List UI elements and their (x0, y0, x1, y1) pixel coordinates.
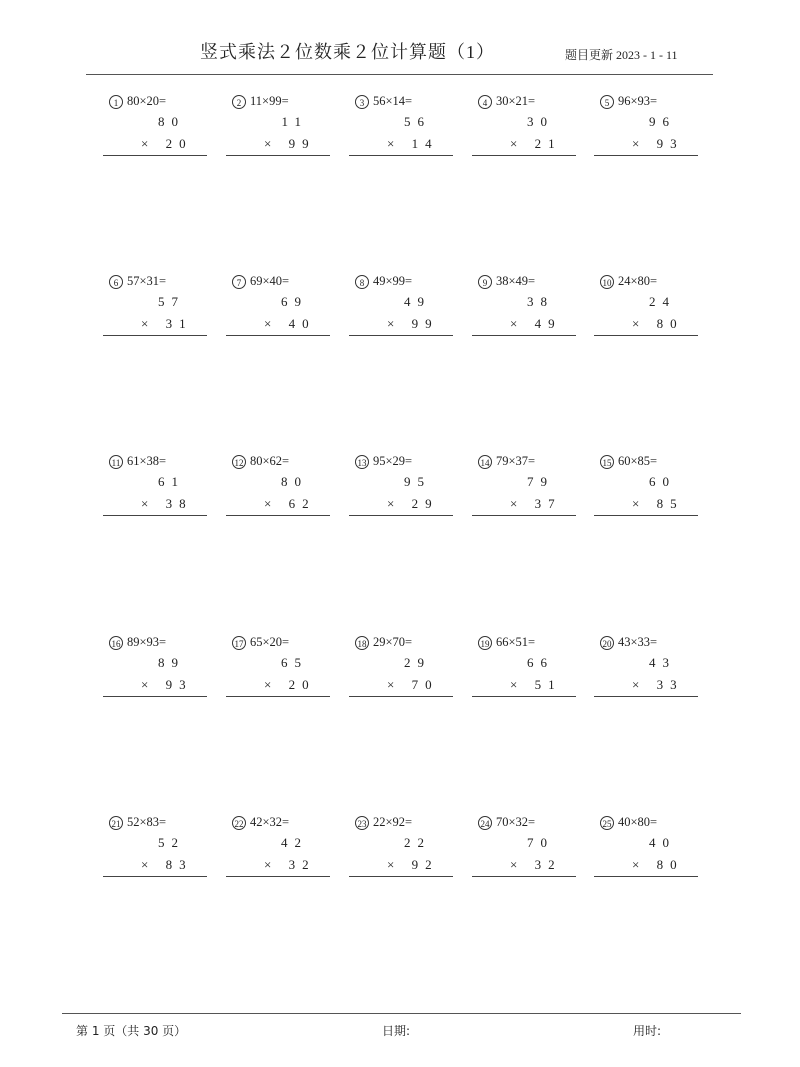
problem-equation (355, 92, 412, 110)
multiplier: × 29 (387, 496, 439, 511)
problem-1 (103, 92, 207, 162)
multiplier: × 93 (141, 677, 193, 692)
equation-text: 56×14= (373, 94, 413, 108)
circled-number: 12 (232, 455, 246, 469)
multiplicand: 11 (281, 114, 308, 129)
circled-number: 5 (600, 95, 614, 109)
answer-line (349, 155, 453, 156)
answer-line (103, 696, 207, 697)
equation-text: 69×40= (250, 274, 290, 288)
circled-number: 9 (478, 275, 492, 289)
problem-21 (103, 813, 207, 883)
answer-line (472, 155, 576, 156)
answer-line (472, 515, 576, 516)
circled-number: 3 (355, 95, 369, 109)
problem-equation (355, 633, 412, 651)
problem-17 (226, 633, 330, 703)
multiplicand: 57 (158, 294, 185, 309)
multiplicand: 49 (404, 294, 431, 309)
equation-text: 49×99= (373, 274, 413, 288)
equation-text: 24×80= (618, 274, 658, 288)
problem-23 (349, 813, 453, 883)
multiplier: × 38 (141, 496, 193, 511)
problem-equation (109, 452, 166, 470)
circled-number: 14 (478, 455, 492, 469)
equation-text: 70×32= (496, 815, 536, 829)
problem-equation (478, 92, 535, 110)
answer-line (594, 155, 698, 156)
answer-line (594, 696, 698, 697)
equation-text: 60×85= (618, 454, 658, 468)
equation-text: 29×70= (373, 635, 413, 649)
multiplier: × 80 (632, 857, 684, 872)
answer-line (349, 696, 453, 697)
problem-equation (109, 813, 166, 831)
problem-16 (103, 633, 207, 703)
problem-20 (594, 633, 698, 703)
footer-divider (62, 1013, 741, 1014)
multiplicand: 96 (649, 114, 676, 129)
problem-equation (478, 452, 535, 470)
problem-22 (226, 813, 330, 883)
multiplicand: 38 (527, 294, 554, 309)
problem-equation (355, 813, 412, 831)
problem-10 (594, 272, 698, 342)
answer-line (103, 515, 207, 516)
problem-equation (232, 813, 289, 831)
problem-14 (472, 452, 576, 522)
equation-text: 65×20= (250, 635, 290, 649)
multiplier: × 70 (387, 677, 439, 692)
multiplicand: 69 (281, 294, 308, 309)
answer-line (226, 876, 330, 877)
multiplier: × 85 (632, 496, 684, 511)
problem-2 (226, 92, 330, 162)
multiplicand: 52 (158, 835, 185, 850)
equation-text: 80×62= (250, 454, 290, 468)
problem-12 (226, 452, 330, 522)
problem-equation (600, 452, 657, 470)
problem-3 (349, 92, 453, 162)
problem-equation (109, 92, 166, 110)
answer-line (349, 335, 453, 336)
circled-number: 23 (355, 816, 369, 830)
problem-equation (600, 92, 657, 110)
problem-13 (349, 452, 453, 522)
equation-text: 95×29= (373, 454, 413, 468)
equation-text: 57×31= (127, 274, 167, 288)
answer-line (594, 515, 698, 516)
circled-number: 18 (355, 636, 369, 650)
multiplier: × 40 (264, 316, 316, 331)
equation-text: 96×93= (618, 94, 658, 108)
circled-number: 13 (355, 455, 369, 469)
equation-text: 42×32= (250, 815, 290, 829)
circled-number: 22 (232, 816, 246, 830)
answer-line (226, 515, 330, 516)
problem-8 (349, 272, 453, 342)
page-number: 第 1 页（共 30 页） (76, 1024, 187, 1038)
circled-number: 2 (232, 95, 246, 109)
multiplier: × 14 (387, 136, 439, 151)
answer-line (103, 155, 207, 156)
equation-text: 89×93= (127, 635, 167, 649)
multiplier: × 33 (632, 677, 684, 692)
multiplier: × 20 (141, 136, 193, 151)
circled-number: 17 (232, 636, 246, 650)
problem-9 (472, 272, 576, 342)
equation-text: 80×20= (127, 94, 167, 108)
multiplicand: 43 (649, 655, 676, 670)
problem-15 (594, 452, 698, 522)
equation-text: 11×99= (250, 94, 289, 108)
answer-line (472, 696, 576, 697)
multiplicand: 22 (404, 835, 431, 850)
circled-number: 25 (600, 816, 614, 830)
circled-number: 15 (600, 455, 614, 469)
problem-equation (355, 272, 412, 290)
problem-equation (478, 813, 535, 831)
circled-number: 7 (232, 275, 246, 289)
circled-number: 11 (109, 455, 123, 469)
multiplicand: 40 (649, 835, 676, 850)
problem-4 (472, 92, 576, 162)
multiplier: × 51 (510, 677, 562, 692)
multiplicand: 60 (649, 474, 676, 489)
answer-line (226, 696, 330, 697)
multiplicand: 56 (404, 114, 431, 129)
problem-equation (600, 633, 657, 651)
problem-11 (103, 452, 207, 522)
equation-text: 22×92= (373, 815, 413, 829)
circled-number: 10 (600, 275, 614, 289)
multiplier: × 32 (510, 857, 562, 872)
answer-line (594, 335, 698, 336)
update-date: 题目更新 2023 - 1 - 11 (565, 48, 678, 62)
multiplicand: 30 (527, 114, 554, 129)
answer-line (103, 876, 207, 877)
problem-equation (232, 272, 289, 290)
answer-line (594, 876, 698, 877)
equation-text: 52×83= (127, 815, 167, 829)
multiplier: × 99 (264, 136, 316, 151)
circled-number: 21 (109, 816, 123, 830)
multiplier: × 20 (264, 677, 316, 692)
problem-7 (226, 272, 330, 342)
multiplier: × 83 (141, 857, 193, 872)
multiplicand: 79 (527, 474, 554, 489)
problem-25 (594, 813, 698, 883)
multiplier: × 99 (387, 316, 439, 331)
multiplier: × 37 (510, 496, 562, 511)
time-label: 用时: (633, 1024, 662, 1038)
circled-number: 19 (478, 636, 492, 650)
multiplicand: 61 (158, 474, 185, 489)
answer-line (349, 515, 453, 516)
multiplicand: 42 (281, 835, 308, 850)
problem-24 (472, 813, 576, 883)
circled-number: 1 (109, 95, 123, 109)
multiplier: × 31 (141, 316, 193, 331)
answer-line (226, 155, 330, 156)
circled-number: 8 (355, 275, 369, 289)
date-label: 日期: (382, 1024, 411, 1038)
answer-line (472, 876, 576, 877)
answer-line (349, 876, 453, 877)
multiplicand: 95 (404, 474, 431, 489)
multiplicand: 29 (404, 655, 431, 670)
equation-text: 79×37= (496, 454, 536, 468)
multiplicand: 66 (527, 655, 554, 670)
answer-line (472, 335, 576, 336)
answer-line (226, 335, 330, 336)
equation-text: 61×38= (127, 454, 167, 468)
multiplicand: 89 (158, 655, 185, 670)
problem-18 (349, 633, 453, 703)
multiplier: × 92 (387, 857, 439, 872)
equation-text: 38×49= (496, 274, 536, 288)
multiplier: × 93 (632, 136, 684, 151)
multiplier: × 80 (632, 316, 684, 331)
circled-number: 16 (109, 636, 123, 650)
problem-equation (232, 452, 289, 470)
problem-19 (472, 633, 576, 703)
multiplier: × 21 (510, 136, 562, 151)
problem-6 (103, 272, 207, 342)
circled-number: 20 (600, 636, 614, 650)
problem-equation (109, 272, 166, 290)
multiplier: × 49 (510, 316, 562, 331)
page-title: 竖式乘法２位数乘２位计算题（1） (200, 42, 495, 62)
equation-text: 40×80= (618, 815, 658, 829)
equation-text: 66×51= (496, 635, 536, 649)
circled-number: 4 (478, 95, 492, 109)
problem-equation (355, 452, 412, 470)
problem-equation (232, 92, 289, 110)
problem-equation (478, 633, 535, 651)
problem-equation (232, 633, 289, 651)
equation-text: 30×21= (496, 94, 536, 108)
problem-5 (594, 92, 698, 162)
answer-line (103, 335, 207, 336)
multiplicand: 80 (281, 474, 308, 489)
problem-equation (600, 813, 657, 831)
multiplicand: 80 (158, 114, 185, 129)
equation-text: 43×33= (618, 635, 658, 649)
problem-equation (478, 272, 535, 290)
circled-number: 24 (478, 816, 492, 830)
circled-number: 6 (109, 275, 123, 289)
multiplier: × 62 (264, 496, 316, 511)
problem-equation (600, 272, 657, 290)
problem-equation (109, 633, 166, 651)
multiplicand: 24 (649, 294, 676, 309)
multiplicand: 70 (527, 835, 554, 850)
multiplier: × 32 (264, 857, 316, 872)
multiplicand: 65 (281, 655, 308, 670)
